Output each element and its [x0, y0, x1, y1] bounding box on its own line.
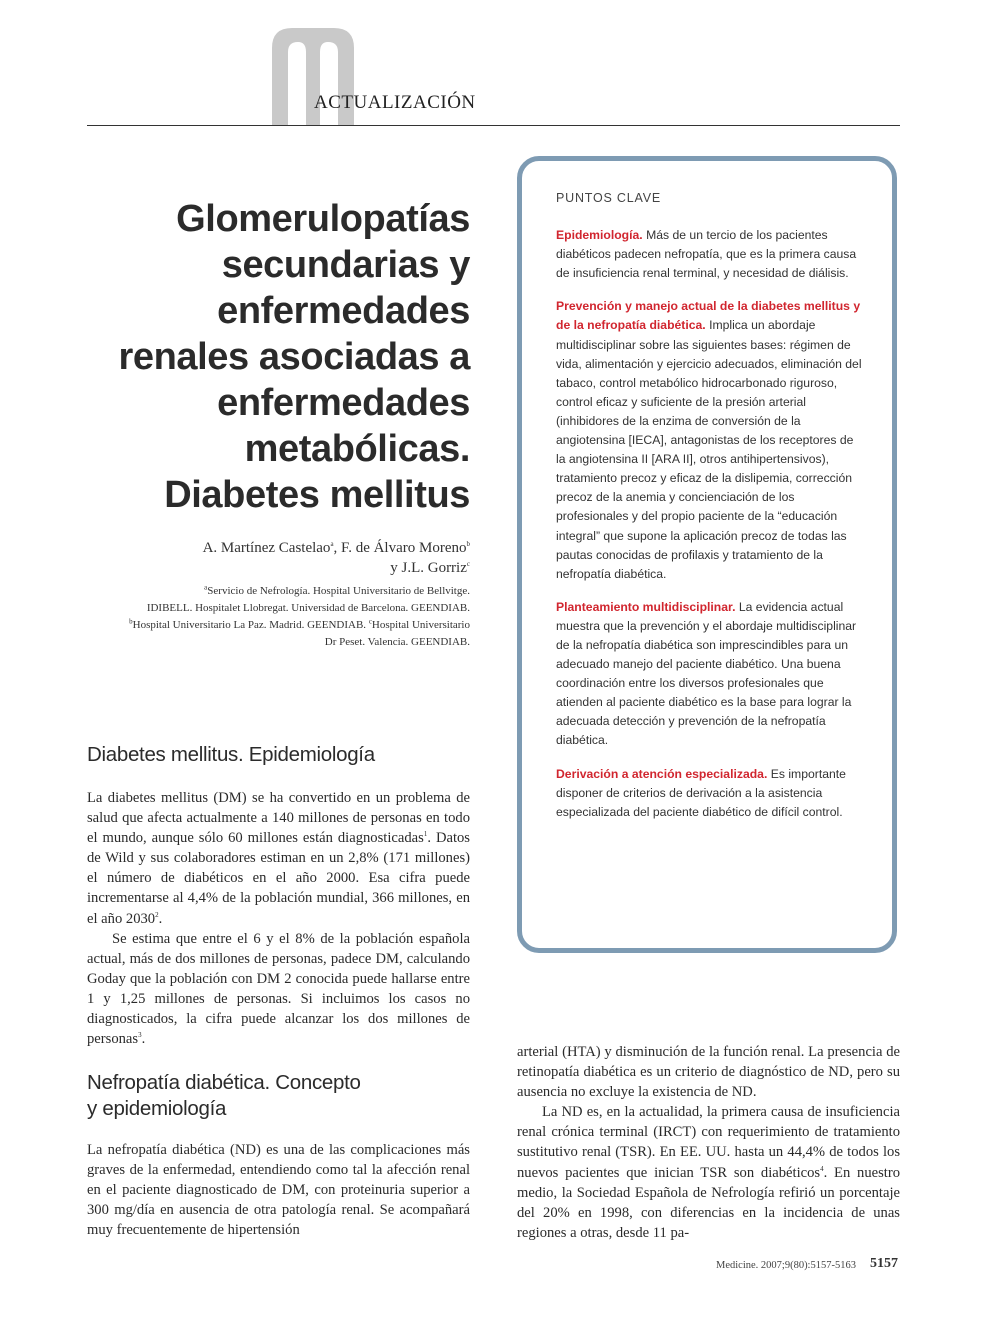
author-affiliation-mark: c — [466, 560, 470, 568]
article-title: Glomerulopatías secundarias y enfermedades renales asociadas a enfermedades metabólicas. Diabetes mellitus — [118, 198, 470, 516]
nephropathy-body — [87, 1140, 470, 1240]
key-point-item — [556, 297, 866, 583]
key-point-heading: Derivación a atención especializada. — [556, 766, 768, 781]
reference-mark: 4 — [820, 1164, 824, 1173]
key-point-item — [556, 226, 866, 283]
affiliation-text: Hospital Universitario La Paz. Madrid. GEENDIAB. — [132, 619, 369, 631]
paragraph: La diabetes mellitus (DM) se ha convertido en un problema de salud que afecta actualmente a 140 millones de personas en todo el mundo, aunque sólo 60 millones están diagnosticadas$^1$. Datos de Wild y sus colaboradores estiman en un 2,8% (171 millones) el número de diabéticos en el año 2000. Esa cifra puede incrementarse al 4,4% de la población mundial, 366 millones, en el año 2030$^2$. — [87, 790, 470, 927]
paragraph: La ND es, en la actualidad, la primera causa de insuficiencia renal crónica terminal (IRCT) con requerimiento de tratamiento sustitutivo renal (TSR). En EE. UU. hasta un 44,4% de todos los nuevos pacientes que inician TSR son diabéticos$^4$. En nuestro medio, la Sociedad Española de Nefrología refirió un porcentaje del 20% en 1998, con diferencias en la incidencia de unas regiones a otras, desde 11 pa- — [517, 1104, 900, 1241]
author-name: A. Martínez Castelao — [202, 540, 331, 556]
reference-mark: 2 — [155, 910, 159, 919]
header-divider — [87, 125, 900, 126]
section-label: ACTUALIZACIÓN — [314, 92, 476, 113]
page-number: 5157 — [870, 1256, 898, 1271]
affiliation-mark: b — [129, 617, 133, 626]
affiliation-text: Dr Peset. Valencia. GEENDIAB. — [324, 636, 470, 648]
affiliation-mark: a — [204, 583, 208, 592]
author-name: , F. de Álvaro Moreno — [333, 540, 467, 556]
epidemiology-body — [87, 788, 470, 1049]
reference-mark: 3 — [138, 1031, 142, 1040]
section-heading-epidemiology: Diabetes mellitus. Epidemiología — [87, 743, 375, 766]
affiliations — [80, 583, 470, 651]
affiliation-text: Servicio de Nefrología. Hospital Universitario de Bellvitge. — [207, 585, 470, 597]
key-point-text: Implica un abordaje multidisciplinar sobre las siguientes bases: régimen de vida, alimentación y ejercicio adecuados, eliminación del tabaco, control metabólico hidrocarbonado riguroso, control eficaz y suficiente de la presión arterial (inhibidores de la enzima de conversión de la angiotensina [IECA], antagonistas de los receptores de la angiotensina II [ARA II], otros antihipertensivos), tratamiento precoz y eficaz de la dislipemia, corrección precoz de la anemia y concienciación de los profesionales y del propio paciente de la “educación integral” que supone la aplicación precoz de todas las pautas conocidas de profilaxis y tratamiento de la nefropatía diabética. — [556, 318, 862, 581]
key-point-item — [556, 765, 866, 822]
key-point-item — [556, 598, 866, 751]
affiliation-mark: c — [368, 617, 372, 626]
author-affiliation-mark: b — [466, 540, 470, 548]
key-points-title: PUNTOS CLAVE — [556, 191, 661, 205]
key-point-text: Es importante disponer de criterios de derivación a la asistencia especializada del paciente diabético de difícil control. — [556, 766, 846, 819]
footer-citation: Medicine. 2007;9(80):5157-5163 — [716, 1260, 856, 1271]
paragraph: La nefropatía diabética (ND) es una de las complicaciones más graves de la enfermedad, entendiendo como tal la afección renal en el paciente diagnosticado de DM, con proteinuria superior a 300 mg/día en ausencia de otra patología renal. Se acompañará muy frecuentemente de hipertensión — [87, 1142, 470, 1239]
paragraph: arterial (HTA) y disminución de la función renal. La presencia de retinopatía diabética es un criterio de diagnóstico de ND, pero su ausencia no excluye la existencia de ND. — [517, 1044, 900, 1101]
author-list — [130, 538, 470, 578]
key-point-heading: Planteamiento multidisciplinar. — [556, 599, 736, 614]
key-points-box — [517, 156, 897, 953]
key-point-text: Más de un tercio de los pacientes diabéticos padecen nefropatía, que es la primera causa de insuficiencia renal terminal, y necesidad de diálisis. — [556, 228, 857, 281]
reference-mark: 1 — [423, 830, 428, 839]
affiliation-text: IDIBELL. Hospitalet Llobregat. Universidad de Barcelona. GEENDIAB. — [146, 602, 470, 614]
author-affiliation-mark: a — [330, 540, 334, 548]
key-point-text: La evidencia actual muestra que la prevención y el abordaje multidisciplinar de la nefropatía diabética son imprescindibles para un adecuado manejo del paciente diabético. Una buena coordinación entre los diversos profesionales que atienden al paciente diabético es la base para lograr la adecuada detección y prevención de la nefropatía diabética. — [556, 599, 857, 748]
key-point-heading: Epidemiología. — [556, 228, 643, 243]
section-heading-nephropathy: Nefropatía diabética. Concepto y epidemiología — [87, 1071, 361, 1120]
paragraph: Se estima que entre el 6 y el 8% de la población española actual, más de dos millones de personas, padece DM, calculando Goday que la población con DM 2 conocida puede hallarse entre 1 y 1,25 millones de personas. Si incluimos los casos no diagnosticados, la cifra puede alcanzar los dos millones de personas$^3$. — [87, 930, 470, 1048]
key-point-heading: Prevención y manejo actual de la diabetes mellitus y de la nefropatía diabética. — [556, 299, 861, 333]
author-name: y J.L. Gorriz — [390, 560, 467, 576]
affiliation-text: Hospital Universitario — [371, 619, 470, 631]
nephropathy-body-continued — [517, 1042, 900, 1243]
